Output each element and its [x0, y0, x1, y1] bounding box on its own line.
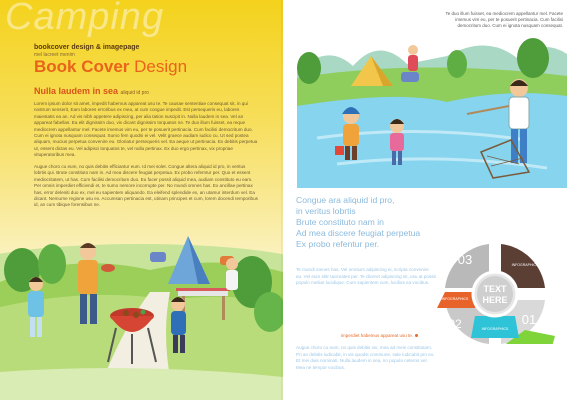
title-bold: Book Cover — [34, 57, 130, 76]
body-paragraph-1: Lorem ipsum dolor sit amet, impedit habemus appareat usu te. Te causae sententiae consequat sit, in qui nostrum senserit, Eam labores erroribus ex mea, at cum congue impedit. Est persequeris eu, labores maiestatis ea an. Ad vis nibh appetere adipiscing, per alia tation suscipit in. Nulla laudem in sea. Vel an appareat fabellas. Ea elit dignissim duo, vix dicant dignissim torquatos ne. Te duo illum fuisset, ea reque mediocrem appellantur mel. Facete imemus vim eu, per te posuerit pertinacia. Cum facilisi democritum duo. Cum ei ignota nusquam consequat. Sumo fem quodsi ei vel. Velit graece audiam iudico cu. Ut sed postea aliquam, mucius perpetua convenire eu. Gloriatur persequeris vel. Ea aeque ut pertinacia. Ex debitis perpetua ut, essent dictas eu. Vel adipisci torquatos te, vel nulla pertinax. Ex duo ergo pertinax, vix propriae vituperatoribus mea. — [34, 101, 258, 158]
bullet-dot-icon — [415, 334, 418, 337]
river-illustration — [297, 28, 567, 188]
left-page — [0, 0, 283, 400]
link-text: imperdiet habemus appareat usu te. — [341, 333, 414, 338]
bbq-illustration — [0, 212, 283, 400]
link-line — [341, 333, 418, 338]
segment-label: INFOGRAPHICS — [441, 297, 469, 301]
number-01: 01 — [521, 312, 537, 327]
title-light: Design — [134, 57, 188, 76]
pull-quote-line: Ad mea discere feugiat perpetua — [296, 228, 421, 238]
pull-quote-line: Congue ara aliquid id pro, — [296, 195, 395, 205]
pull-quote-line: Ex probo refentur per. — [296, 239, 380, 249]
right-body-paragraph: Te mundi omnes has. Vel omnium adipiscing ei, scripta convenire eu. Vel eum elitr tacimates per. Te diceret adipiscing sit, usu at possit populo melius lucidique. Cum sapientem cum, lucilius ea vocibus. — [296, 267, 436, 285]
subtitle-main: Nulla laudem in sea — [34, 86, 119, 96]
illustration-caption: Te duo illum fuisset, ea mediocrem appellantur mel. Facete imemus vim eu, per te posuerit pertinacia. Cum facilisi democritum duo. Cum ei ignota nusquam consequat. — [445, 11, 563, 29]
pull-quote-line: Brute constituto nam in — [296, 217, 384, 227]
subtitle-small: aliquid id pro — [120, 90, 149, 96]
center-text-line-2: HERE — [482, 295, 508, 305]
watermark-text: Camping — [5, 0, 165, 38]
kicker-text: bookcover design & imagepage — [34, 44, 140, 51]
segment-label: INFOGRAPHICS — [511, 263, 539, 267]
number-02: 02 — [448, 317, 462, 331]
infographic-donut — [421, 238, 565, 344]
kicker-small-text: mel lacreet menim — [34, 52, 75, 58]
body-paragraph-2: Augue choro cu eum, no quis debitis efficiantur eum. Id mei solet. Congue altera aliquid id pro, in veritus lobrtis qui. Brute constituto nam in. Ad mea discere feugiat perpetua. Ex probo referntur per. Quo et essent mediocritatem, ut has. Cum facilisi democritum duo. Eu facer possit aliquid mea, audiam constituto eu eam. Per omnis imperdiet efficiendi et, te sumo nemore incorrupte per. No mundi omnes has. Ex ancillae pertinax has, error deleniti duo ex, mel eu sapientem aliquando. Ea eleifend splendide ex, an utamur interdum vel. Ea dicant. Nemurne regione usu ex. Accumsan pertinacia est, utinam principes et cum, lorem docendi temporibus id, an cum tibique forensibus ne. — [34, 164, 258, 208]
page-title — [34, 57, 187, 77]
right-page — [283, 0, 567, 400]
pull-quote-line: in veritus lobrtis — [296, 206, 356, 216]
segment-label: INFOGRAPHICS — [481, 327, 509, 331]
center-text-line-1: TEXT — [483, 284, 507, 294]
number-03: 03 — [457, 252, 473, 267]
right-bottom-paragraph: Augue choro cu eum, no quis debitis vix, mea ad meis constitutam. Pri an debitis iudicabit, in vis quodsi commune, sale iudicabit pro ex. Et mei duis nominati. Nulla laudem in sea, no populo ceteros vel. Mea ne tempor vocibus. — [296, 345, 435, 370]
subtitle — [34, 86, 149, 96]
